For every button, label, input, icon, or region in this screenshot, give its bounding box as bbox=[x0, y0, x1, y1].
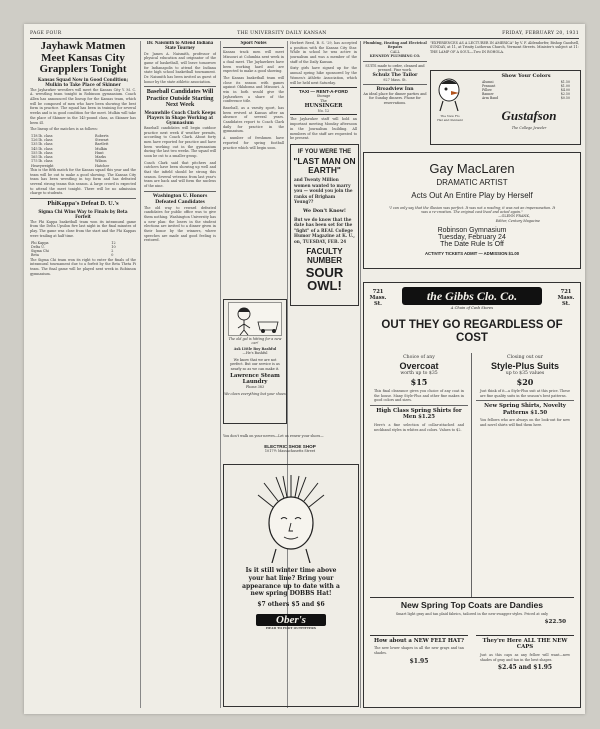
cartoon-caption: The old gal is hitting for a new car! bbox=[228, 337, 282, 346]
issue-date: FRIDAY, FEBRUARY 20, 1931 bbox=[502, 30, 579, 36]
wrestler-name: Bartlett bbox=[95, 142, 109, 147]
banner-price: $22.50 bbox=[544, 618, 566, 625]
team-name: Sigma Chi bbox=[31, 249, 49, 254]
article-text: Kansas track men will meet Missouri at Columbia next week in a dual meet. The Jayhawkers have been working hard and are expected to make a good showing. bbox=[223, 50, 284, 74]
team-score: 10 bbox=[111, 244, 116, 249]
divider bbox=[476, 400, 574, 401]
offer-title: High Class Spring Shirts for Men $1.25 bbox=[376, 408, 462, 421]
team-score: 12 bbox=[111, 240, 116, 245]
gustafson-sub: The College Jeweler bbox=[511, 126, 547, 130]
taxi-title: TAXI — RENT-A-FORD bbox=[299, 89, 348, 95]
offer-title: They're Here ALL THE NEW CAPS bbox=[482, 638, 568, 651]
review-quote: "I can only say that the illusion was perfect. It was not a reading; it was not an impersonation. It was a re-creation. The original cast lived and acted again." bbox=[388, 205, 556, 215]
team-name: Beta bbox=[31, 253, 39, 258]
lecture-notice bbox=[430, 41, 580, 67]
column-rule bbox=[471, 353, 472, 597]
ad-caption bbox=[433, 115, 467, 123]
subhead-baseball: Meanwhile Coach Clark Keeps Players in Shape Working at Gymnasium bbox=[144, 109, 216, 125]
gibbs-address-left: 721 Mass. St. bbox=[369, 289, 387, 308]
laundry-line: Ask Little Boy Bashful bbox=[233, 346, 277, 351]
offer-price: $20 bbox=[516, 376, 534, 387]
laundry-body: We know that we are not perfect. But our service is as nearly so as we can make it. bbox=[230, 357, 280, 371]
article-text: The lineup of the matches is as follows: bbox=[30, 127, 98, 132]
banner-text: Smart light gray and tan plaid fabrics, tailored in the new swagger styles. Priced at only bbox=[395, 612, 549, 616]
wrestler-name: Marks bbox=[95, 155, 106, 160]
divider bbox=[363, 84, 427, 85]
venue: Robinson Gymnasium bbox=[437, 227, 507, 235]
performer-role: DRAMATIC ARTIST bbox=[436, 178, 508, 187]
gustafson-ad bbox=[430, 70, 581, 145]
article-text: Coach Clark said that pitchers and catchers have been showing up well and that the infield should be strong this season. Several veterans from last year's team are back and will form the nucleus of the nine. bbox=[144, 160, 216, 189]
plumbing-title: Plumbing, Heating and Electrical Repairs bbox=[363, 41, 427, 50]
caps-offer bbox=[476, 635, 574, 671]
article-text: Dr. James A. Naismith, professor of physical education and originator of the game of basketball, will leave tomorrow for Indianapolis to attend the Indiana state high school basketball tournament. Dr. Naismith has been invited as guest of honor by the state athletic association. bbox=[144, 51, 216, 84]
article-text: The Sigma Chi team won its right to enter the finals of the intramural tournament due to a forfeit by the Beta Theta Pi team. The final game will be played next week in Robinson gymnasium. bbox=[30, 257, 136, 276]
gibbs-ad bbox=[363, 282, 581, 708]
offer-text: This final clearance gives you choice of any coat in the house. Many Style-Plus and other fine makes in good colors and sizes. bbox=[374, 388, 464, 403]
date-rule: The Date Rule Is Off bbox=[440, 241, 504, 249]
headline-phikappa: PhiKappa's Defeat D. U.'s bbox=[47, 200, 119, 208]
laundry-ad bbox=[223, 299, 287, 424]
item-price: $1.00 bbox=[560, 84, 570, 88]
cartoon-icon bbox=[228, 302, 282, 336]
man-head-icon bbox=[254, 471, 328, 563]
team-name: Phi Kappa bbox=[31, 240, 49, 245]
wrestler-name: Hatcher bbox=[95, 163, 110, 168]
obers-sub: HEAD TO FOOT OUTFITTERS bbox=[266, 626, 316, 631]
masthead bbox=[30, 28, 579, 39]
obers-text: Is it still winter time above your hat line? Bring your appearance up to date with a new spring DOBBS Hat! bbox=[242, 567, 340, 598]
column-wrestling bbox=[30, 41, 136, 708]
team-score: 2 bbox=[111, 249, 114, 254]
obers-price: $7 others $5 and $6 bbox=[257, 601, 325, 609]
ticket-info: ACTIVITY TICKETS ADMIT — ADMISSION $1.00 bbox=[424, 251, 520, 257]
performer-name: Gay MacLaren bbox=[429, 161, 515, 176]
offer-item: Overcoat bbox=[399, 360, 439, 371]
price-list bbox=[481, 80, 571, 100]
article-text: A number of freshmen have reported for spring football practice which will begin soon. bbox=[223, 136, 284, 150]
column-rule bbox=[140, 41, 141, 708]
taxi-name: HUNSINGER bbox=[304, 103, 343, 110]
gibbs-headline: OUT THEY GO REGARDLESS OF COST bbox=[381, 319, 563, 345]
shoe-shop-address: 1017½ Massachusetts Street bbox=[264, 449, 316, 453]
article-text: This is the fifth match for the Kansas squad this year and the team will be out to make a good showing. The Kansas City team has been wrestling in top form and has defeated several strong teams this season. A large crowd is expected to attend the meet tonight. There will be no admission charge to students. bbox=[30, 167, 136, 196]
wrestler-name: Stewart bbox=[95, 138, 109, 143]
divider bbox=[370, 405, 468, 406]
gustafson-logo: Gustafson bbox=[501, 108, 557, 123]
laundry-phone: Phone 383 bbox=[245, 385, 265, 390]
weight-class: 175 lb. class bbox=[31, 159, 53, 164]
laundry-tag: We clean everything but your shoes bbox=[224, 391, 286, 396]
ad-body: But we do know that the date has been set for the "fight" of a REAL College Humor Magazine at K. U., on, TUESDAY, FEB. 24 bbox=[294, 216, 355, 244]
item-name: Pillow bbox=[482, 88, 492, 92]
column-spacer bbox=[223, 424, 284, 432]
team-name: Delta U. bbox=[31, 244, 45, 249]
ad-title: Show Your Colors bbox=[501, 73, 551, 79]
lineup-table bbox=[30, 134, 136, 168]
sour-owl-ad bbox=[290, 144, 359, 306]
maclaren-ad bbox=[363, 152, 581, 269]
score-table bbox=[30, 241, 136, 258]
tailor-address: 927 Mass. St. bbox=[383, 77, 407, 82]
article-text: The Jayhawker wrestlers will meet the Kansas City Y. M. C. A. wrestling team tonight in Robinson gymnasium. Coach Allen has announced the lineup for the Kansas team, which will be composed of men who have been showing the best form in practice. The squad has been in training for several weeks and is in good condition for the meet. Mulkin will take the place of Skinner in the 145-pound class, as Skinner has been ill. bbox=[30, 87, 136, 125]
wrestler-name: Hunt bbox=[95, 150, 104, 155]
weight-class: Heavyweight bbox=[31, 163, 54, 168]
headline-naismith: Dr. Naismith to Attend Indiana State Tourney bbox=[146, 41, 214, 52]
gibbs-logo: the Gibbs Clo. Co. bbox=[402, 287, 542, 305]
subhead-phikappa: Sigma Chi Wins Way to Finals by Beta Forfeit bbox=[38, 208, 128, 219]
ad-lead: IF YOU WERE THE bbox=[297, 149, 352, 155]
offer-text: Just as this caps as any fellow will want—new shades of gray and tan in the best shapes. bbox=[480, 652, 570, 662]
offer-price: $1.95 bbox=[409, 657, 429, 665]
quote-title: Editor, Century Magazine bbox=[495, 218, 540, 223]
broadview-text: An ideal place for dinner parties and for Sunday dinners. Phone for reservations. bbox=[363, 91, 427, 105]
shoe-shop-ad bbox=[223, 444, 357, 453]
divider bbox=[144, 86, 216, 87]
sour-owl-title: SOUR OWL! bbox=[305, 265, 344, 293]
obers-logo: Ober's bbox=[256, 614, 326, 626]
item-price: $1.50 bbox=[560, 80, 570, 84]
item-name: Banner bbox=[482, 92, 494, 96]
column-small-ads bbox=[363, 41, 427, 161]
shoe-shop-tagline: You don't walk on your nerves—Let us renew your shoes— bbox=[223, 434, 324, 438]
weight-class: 135 lb. class bbox=[31, 142, 53, 147]
laundry-name: Lawrence Steam Laundry bbox=[230, 372, 280, 386]
offer-title: New Spring Shirts, Novelty Patterns $1.50 bbox=[484, 403, 566, 416]
item-name: Pennant bbox=[482, 84, 496, 88]
column-campus-notes bbox=[290, 41, 357, 141]
suits-offer bbox=[476, 355, 574, 430]
faculty-number: FACULTY NUMBER bbox=[306, 247, 343, 265]
quote-author: —GLENN FRANK, bbox=[498, 214, 530, 219]
article-text: The Kansas basketball team will close its season with games against Oklahoma and Missouri. A win in both would give the Jayhawkers a share of the conference title. bbox=[223, 75, 284, 104]
article-text: Sixty girls have signed up for the annual spring hike sponsored by the Women's Athletic Association, which will be held next Saturday. bbox=[290, 66, 357, 85]
tailor-name: Schulz The Tailor bbox=[372, 72, 418, 78]
offer-title: Choice of any bbox=[403, 355, 435, 360]
divider bbox=[144, 191, 216, 192]
caption-line: The New Flo bbox=[440, 114, 460, 118]
offer-title: How about a NEW FELT HAT? bbox=[373, 638, 464, 644]
weight-class: 126 lb. class bbox=[31, 138, 53, 143]
plumbing-name: KENNEDY PLUMBING CO. bbox=[369, 54, 421, 59]
team-score: 0 bbox=[111, 253, 114, 258]
broadview-ad bbox=[363, 87, 427, 105]
performance-date: Tuesday, February 24 bbox=[438, 234, 506, 242]
item-name: Alumni bbox=[482, 80, 494, 84]
topcoat-banner bbox=[370, 597, 574, 625]
weight-class: 145 lb. class bbox=[31, 146, 53, 151]
performer-tagline: Acts Out An Entire Play by Herself bbox=[411, 191, 533, 200]
ad-quote: "LAST MAN ON EARTH" bbox=[293, 156, 356, 176]
offer-price: $2.45 and $1.95 bbox=[497, 664, 553, 672]
shoe-shop-title: ELECTRIC SHOE SHOP bbox=[264, 444, 316, 449]
taxi-line: The bbox=[320, 98, 327, 103]
column-rule bbox=[220, 41, 221, 708]
article-text: The Jayhawker staff will hold an important meeting Monday afternoon in the Journalism building. All members of the staff are requested to be present. bbox=[290, 117, 357, 141]
column-sport-notes bbox=[223, 41, 284, 296]
offer-item: Style-Plus Suits bbox=[490, 360, 560, 371]
newspaper-page bbox=[24, 24, 585, 714]
offer-text: Just think of it—a Style-Plus suit at this price. These are fine quality suits in the season's best patterns. bbox=[480, 388, 570, 398]
broadview-title: Broadview Inn bbox=[376, 86, 414, 92]
headline-wrestling: Jayhawk Matmen Meet Kansas City Grapplers Tonight bbox=[39, 41, 127, 76]
article-text: Herbert Reed, B. S. '29, has accepted a position with the Kansas City Star. While in school he was active in journalism and was a member of the staff of the Daily Kansan. bbox=[290, 41, 357, 64]
item-price: $0.50 bbox=[560, 96, 570, 100]
jayhawk-icon bbox=[435, 75, 463, 113]
taxi-line: Storage bbox=[316, 94, 331, 99]
tailor-text: SUITS made to order, cleaned and pressed. Fine work. bbox=[365, 63, 425, 73]
wrestler-name: Roberts bbox=[95, 133, 109, 138]
gibbs-address-right: 721 Mass. St. bbox=[557, 289, 575, 308]
offer-title: Closing out our bbox=[507, 355, 543, 360]
paper-name: THE UNIVERSITY DAILY KANSAN bbox=[237, 30, 327, 36]
offer-text: You fellows who are always on the look-out for new and novel shirts will find them here. bbox=[480, 418, 570, 427]
offer-worth: worth up to $35 bbox=[400, 370, 438, 376]
caption-line: Hat and Pennant bbox=[437, 117, 463, 122]
weight-class: 165 lb. class bbox=[31, 155, 53, 160]
page-number: PAGE FOUR bbox=[30, 30, 62, 36]
weight-class: 118 lb. class bbox=[31, 133, 53, 138]
taxi-ad bbox=[290, 87, 357, 115]
article-text: Baseball, as a varsity sport, has been revived at Kansas after an absence of several years. Candidates report to Coach Clark daily for practice in the gymnasium. bbox=[223, 106, 284, 134]
subhead-wrestling: Kansas Squad Now in Good Condition; Mulkin to Take Place of Skinner bbox=[37, 76, 129, 87]
ad-answer: We Don't Know! bbox=[302, 207, 346, 214]
item-name: Arm Band bbox=[482, 96, 499, 100]
obers-ad bbox=[223, 464, 359, 707]
plumbing-call: CALL bbox=[390, 49, 400, 54]
column-naismith bbox=[144, 41, 216, 708]
laundry-line: —He's Bashful bbox=[242, 351, 268, 356]
offer-text: Here's a fine selection of collar-attached and neckband styles in whites and colors. Values to $2. bbox=[374, 422, 464, 432]
wrestler-name: Wilson bbox=[95, 159, 107, 164]
tailor-ad bbox=[363, 64, 427, 82]
banner-title: New Spring Top Coats are Dandies bbox=[400, 600, 544, 610]
article-text: The old way to reward defeated candidates for public office was to give them nothing. Washington University has a new plan: the losers in the student elections are invited to a dinner given in their honor by the winners, where speeches are made and good feeling is restored. bbox=[144, 205, 216, 243]
offer-worth: up to $35 values bbox=[505, 370, 545, 376]
wrestler-name: Mulkin bbox=[95, 146, 108, 151]
divider bbox=[363, 61, 427, 62]
taxi-number: No. 12 bbox=[317, 109, 330, 114]
lecture-text: "EXPERIENCES AS A LECTURER IN AMERICA" by V. F. Aldendorfer, Bishop Gaodsell, SUNDAY, at 11, at Trinity Lutheran Church, Vermont Streets. Minister's subject at 11: THE LAMP OF A SOUL—Two IN BOHOLA. bbox=[430, 41, 580, 54]
table-row bbox=[481, 96, 571, 100]
headline-baseball: Baseball Candidates Will Practice Outside Starting Next Week bbox=[146, 88, 214, 109]
column-rule bbox=[360, 41, 361, 708]
column-misc-lower bbox=[290, 308, 357, 428]
felt-hat-offer bbox=[370, 635, 468, 665]
overcoat-offer bbox=[370, 355, 468, 434]
item-price: $2.50 bbox=[560, 92, 570, 96]
item-price: $4.00 bbox=[560, 88, 570, 92]
headline-washington: Washington U. Honors Defeated Candidates bbox=[152, 192, 208, 205]
gibbs-sub: A Chain of Cash Stores bbox=[450, 306, 494, 310]
ad-body: and Twenty Million women wanted to marry you — would you join the ranks of Brigham Young?? bbox=[294, 177, 353, 205]
article-text: Baseball candidates will begin outdoor practice next week if weather permits, according to Coach Clark. About forty men have reported for practice and have been working out in the gymnasium during the last two weeks. The squad will soon be cut to a smaller group. bbox=[144, 125, 216, 159]
article-text: The Phi Kappa basketball team won its intramural game from the Delta Upsilon five last night in the final minutes of play. The game was close from the start and the Phi Kappas were trailing at half time. bbox=[30, 219, 136, 238]
plumbing-ad bbox=[363, 41, 427, 59]
weight-class: 155 lb. class bbox=[31, 150, 53, 155]
headline-sport-notes: Sport Notes bbox=[223, 41, 284, 48]
offer-price: $15 bbox=[410, 376, 428, 387]
offer-text: The new lower shapes in all the new grays and tan shades. bbox=[374, 646, 464, 656]
divider bbox=[30, 198, 136, 199]
